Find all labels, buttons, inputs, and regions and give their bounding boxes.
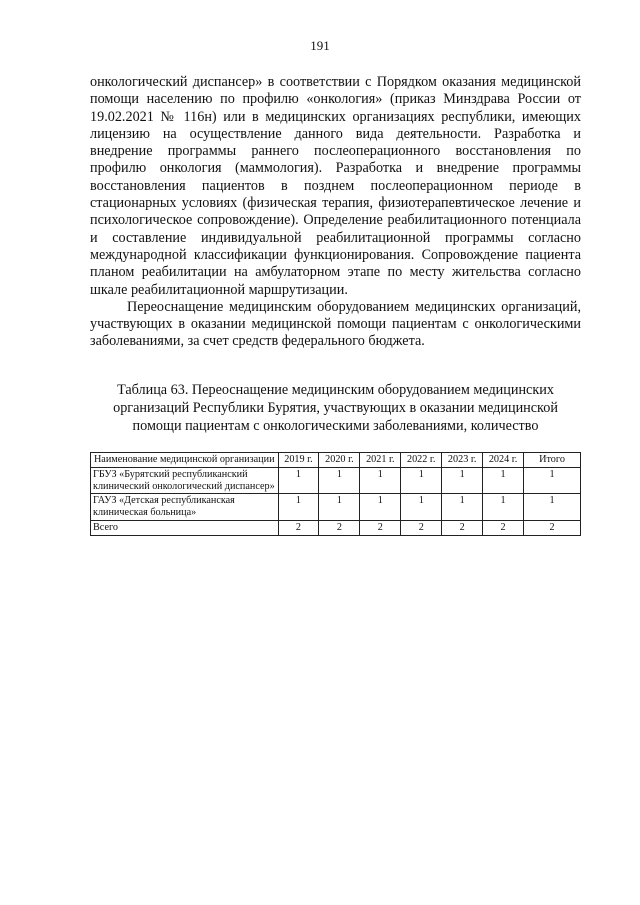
table-cell: 2 <box>483 520 524 535</box>
table-cell: 1 <box>401 494 442 521</box>
table-cell: 1 <box>319 467 360 494</box>
table-cell: 2 <box>360 520 401 535</box>
table-header-row <box>91 453 581 468</box>
paragraph: онкологический диспансер» в соответствии с Порядком оказания медицинской помощи населению по профилю «онкология» (приказ Минздрава России от 19.02.2021 № 116н) или в медицинских организациях республики, имеющих лицензию на осуществление данного вида деятельности. Разработка и внедрение программы раннего послеоперационного восстановления по профилю онкология (маммология). Разработка и внедрение программы восстановления пациентов в позднем послеоперационном периоде в стационарных условиях (физическая терапия, физиотерапевтическое лечение и психологическое сопровождение). Определение реабилитационного потенциала и составление индивидуальной реабилитационной программы согласно международной классификации функционирования. Сопровождение пациента планом реабилитации на амбулаторном этапе по месту жительства согласно шкале реабилитационной маршрутизации. <box>90 74 581 298</box>
table-cell: 1 <box>278 494 319 521</box>
table-cell: 1 <box>278 467 319 494</box>
table-cell: 1 <box>524 467 581 494</box>
table-cell: 1 <box>483 467 524 494</box>
table-row-total <box>91 520 581 535</box>
column-header: 2022 г. <box>401 453 442 468</box>
column-header: 2021 г. <box>360 453 401 468</box>
column-header: Наименование медицинской организации <box>91 453 279 468</box>
table-cell: 1 <box>360 494 401 521</box>
table-cell: 2 <box>442 520 483 535</box>
table-cell: 2 <box>524 520 581 535</box>
table-cell: 1 <box>360 467 401 494</box>
table-cell: 2 <box>401 520 442 535</box>
column-header: 2019 г. <box>278 453 319 468</box>
column-header: 2024 г. <box>483 453 524 468</box>
table-cell: 1 <box>319 494 360 521</box>
equipment-table <box>90 452 581 536</box>
page-number: 191 <box>310 38 330 53</box>
table-cell: 2 <box>319 520 360 535</box>
column-header: 2023 г. <box>442 453 483 468</box>
table-cell: ГБУЗ «Бурятский республиканский клинический онкологический диспансер» <box>91 467 279 494</box>
table-cell: 1 <box>442 494 483 521</box>
table-cell: 1 <box>524 494 581 521</box>
table-cell: 1 <box>483 494 524 521</box>
table-cell: 1 <box>401 467 442 494</box>
table-cell: 2 <box>278 520 319 535</box>
table-row <box>91 467 581 494</box>
table-cell: ГАУЗ «Детская республиканская клиническая больница» <box>91 494 279 521</box>
body-text <box>90 74 581 351</box>
table-row <box>91 494 581 521</box>
table-cell: Всего <box>91 520 279 535</box>
table-cell: 1 <box>442 467 483 494</box>
column-header: 2020 г. <box>319 453 360 468</box>
table-caption: Таблица 63. Переоснащение медицинским оборудованием медицинских организаций Республики Бурятия, участвующих в оказании медицинской помощи пациентам с онкологическими заболеваниями, количество <box>113 382 558 434</box>
paragraph: Переоснащение медицинским оборудованием медицинских организаций, участвующих в оказании медицинской помощи пациентам с онкологическими заболеваниями, за счет средств федерального бюджета. <box>90 298 581 350</box>
column-header: Итого <box>524 453 581 468</box>
